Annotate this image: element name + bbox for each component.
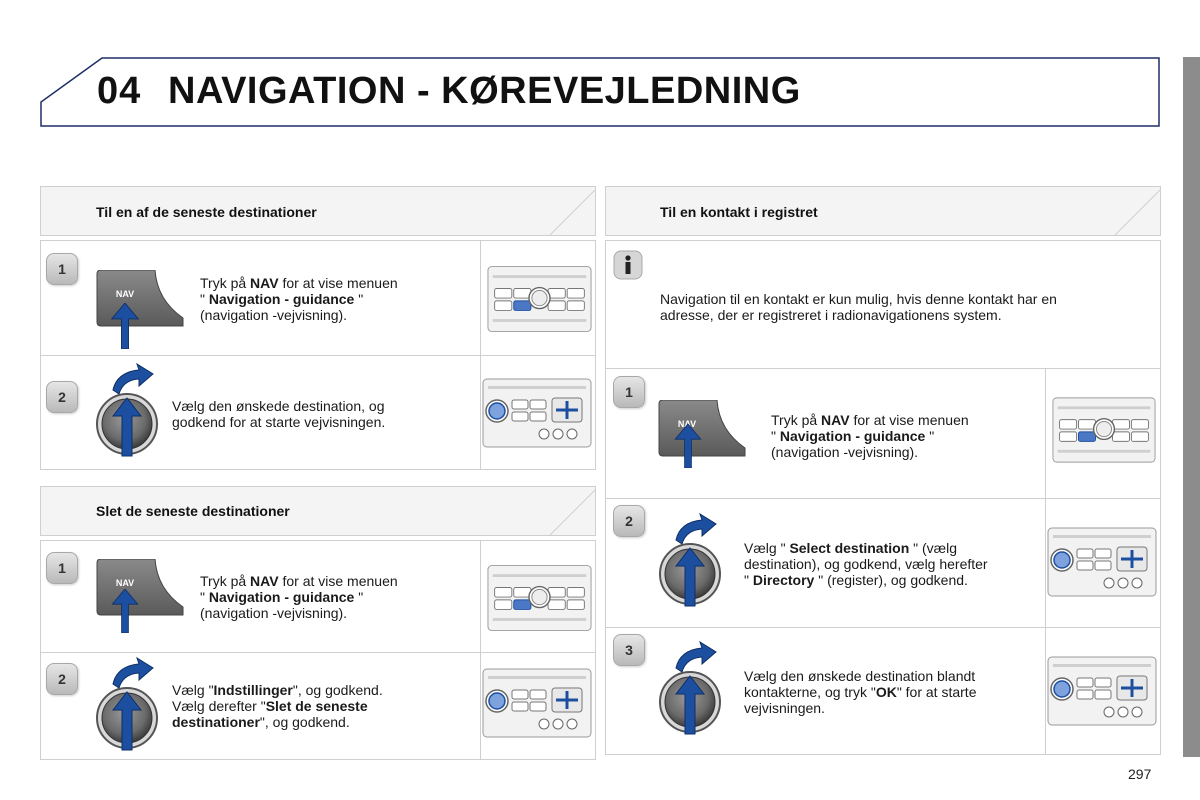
step-text: Tryk på NAV for at vise menuen " Navigation - guidance " (navigation -vejvisning). — [200, 573, 398, 621]
press-arrow-icon — [110, 303, 140, 349]
nav-button-icon — [95, 270, 185, 328]
section-title-contact: Til en kontakt i registret — [660, 204, 818, 220]
radio-panel-knob-highlight-icon — [482, 668, 592, 738]
rotary-knob-icon — [95, 656, 165, 756]
radio-panel-knob-highlight-icon — [1047, 656, 1157, 726]
step-text: Vælg " Select destination " (vælg destination), og godkend, vælg herefter " Directory " (register), og godkend. — [744, 540, 988, 588]
info-text: Navigation til en kontakt er kun mulig, hvis denne kontakt har en adresse, der er registreret i radionavigationens system. — [660, 291, 1057, 323]
nav-button-icon — [95, 559, 185, 617]
press-arrow-icon — [673, 424, 703, 468]
rotary-knob-icon — [95, 362, 165, 462]
rotary-knob-icon — [658, 640, 728, 740]
column-divider — [480, 240, 481, 470]
step-badge: 2 — [46, 663, 78, 695]
radio-panel-nav-highlight-icon — [1052, 396, 1156, 464]
page-title: NAVIGATION - KØREVEJLEDNING — [168, 70, 801, 112]
row-divider — [40, 652, 596, 653]
rotary-knob-icon — [658, 512, 728, 612]
step-text: Vælg "Indstillinger", og godkend. Vælg derefter "Slet de seneste destinationer", og godkend. — [172, 682, 383, 730]
step-badge: 3 — [613, 634, 645, 666]
step-badge: 1 — [46, 253, 78, 285]
press-arrow-icon — [110, 589, 140, 633]
chapter-side-tab — [1183, 57, 1200, 757]
row-divider — [605, 627, 1161, 628]
column-divider — [480, 540, 481, 760]
radio-panel-nav-highlight-icon — [487, 564, 592, 632]
section-title-recent: Til en af de seneste destinationer — [96, 204, 317, 220]
section-title-delete: Slet de seneste destinationer — [96, 503, 290, 519]
step-badge: 1 — [613, 376, 645, 408]
radio-panel-knob-highlight-icon — [1047, 527, 1157, 597]
radio-panel-knob-highlight-icon — [482, 378, 592, 448]
step-text: Vælg den ønskede destination blandt kontakterne, og tryk "OK" for at starte vejvisningen. — [744, 668, 977, 716]
row-divider — [605, 498, 1161, 499]
step-badge: 1 — [46, 552, 78, 584]
row-divider — [40, 355, 596, 356]
step-badge: 2 — [613, 505, 645, 537]
step-text: Tryk på NAV for at vise menuen " Navigation - guidance " (navigation -vejvisning). — [771, 412, 969, 460]
step-text: Vælg den ønskede destination, og godkend for at starte vejvisningen. — [172, 398, 386, 430]
column-divider — [1045, 368, 1046, 755]
info-icon — [613, 250, 643, 280]
step-text: Tryk på NAV for at vise menuen " Navigation - guidance " (navigation -vejvisning). — [200, 275, 398, 323]
chapter-number: 04 — [97, 70, 142, 112]
row-divider — [605, 368, 1161, 369]
radio-panel-nav-highlight-icon — [487, 265, 592, 333]
step-badge: 2 — [46, 381, 78, 413]
page-number: 297 — [1128, 766, 1152, 782]
